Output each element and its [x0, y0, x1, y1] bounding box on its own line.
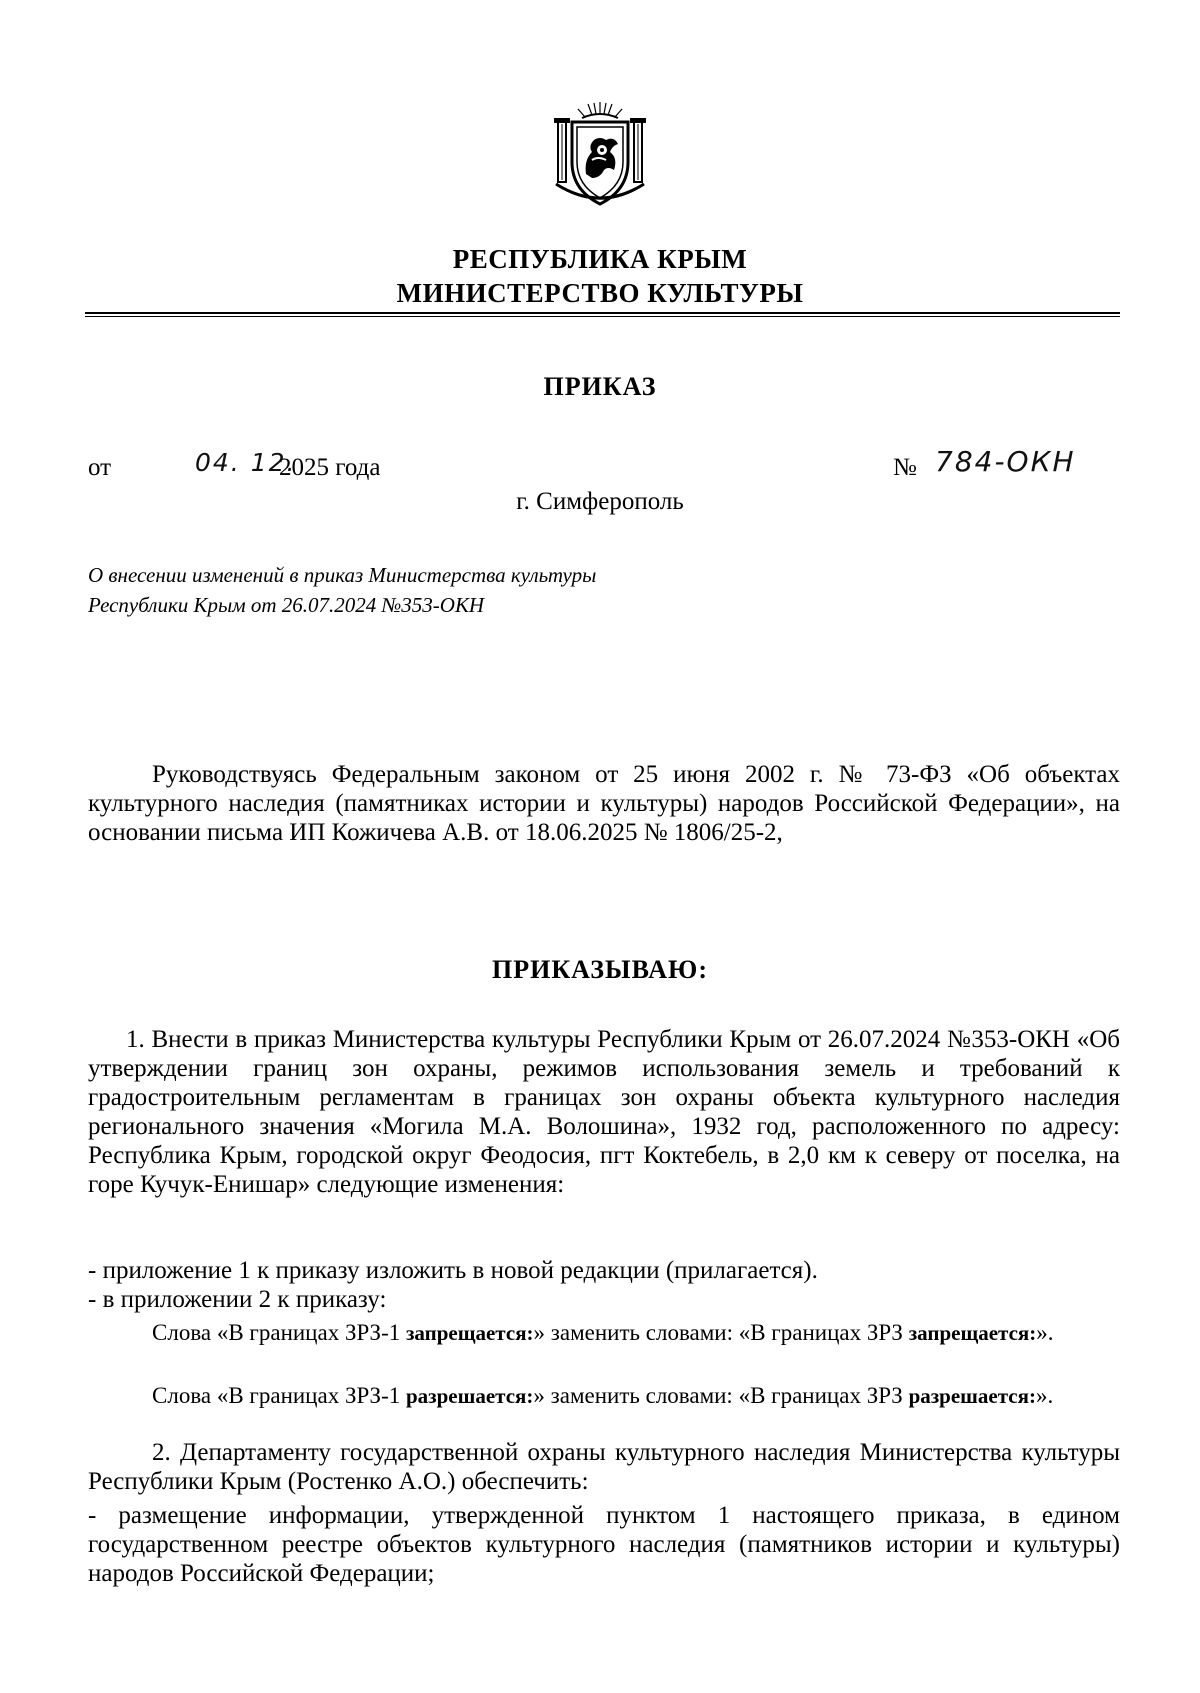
- replacement-text: ».: [1036, 1320, 1054, 1345]
- organization-line-republic: РЕСПУБЛИКА КРЫМ: [452, 244, 748, 274]
- coat-of-arms-emblem: [548, 100, 652, 210]
- item-1-dash-appendix-1: - приложение 1 к приказу изложить в новой редакции (прилагается).: [88, 1257, 818, 1284]
- replacement-text: Слова «В границах ЗРЗ-1: [152, 1383, 406, 1408]
- order-number-label: №: [893, 454, 917, 481]
- bold-term: разрешается:: [405, 1384, 534, 1408]
- coat-of-arms-icon: [548, 100, 652, 210]
- header-divider-thin: [85, 316, 1120, 317]
- replacement-text: ».: [1035, 1383, 1054, 1408]
- header-divider: [85, 312, 1120, 314]
- order-subject: [88, 560, 596, 620]
- handwritten-date: 04. 12.: [195, 448, 297, 477]
- replacement-text: » заменить словами: «В границах ЗРЗ: [533, 1320, 909, 1345]
- document-type-title: ПРИКАЗ: [543, 372, 657, 401]
- replacement-prohibited-paragraph: [88, 1318, 1120, 1348]
- city-line: г. Симферополь: [516, 488, 684, 515]
- replacement-text: » заменить словами: «В границах ЗРЗ: [533, 1383, 909, 1408]
- organization-line-ministry: МИНИСТЕРСТВО КУЛЬТУРЫ: [396, 278, 804, 308]
- bold-term: запрещается:: [908, 1321, 1037, 1345]
- bold-term: разрешается:: [908, 1384, 1036, 1408]
- bold-term: запрещается:: [405, 1321, 534, 1345]
- replacement-permitted-paragraph: [88, 1381, 1120, 1411]
- subject-line-1: О внесении изменений в приказ Министерства культуры: [88, 563, 597, 587]
- item-2-paragraph: 2. Департаменту государственной охраны культурного наследия Министерства культуры Республики Крым (Ростенко А.О.) обеспечить:: [88, 1439, 1120, 1495]
- replacement-text: Слова «В границах ЗРЗ-1: [152, 1320, 406, 1345]
- date-year: 2025 года: [279, 454, 381, 481]
- item-1-paragraph: 1. Внести в приказ Министерства культуры Республики Крым от 26.07.2024 №353-ОКН «Об утверждении границ зон охраны, режимов использования земель и требований к градостроительным регламентам в границах зон охраны объекта культурного наследия регионального значения «Могила М.А. Волошина», 1932 год, расположенного по адресу: Республика Крым, городской округ Феодосия, пгт Коктебель, в 2,0 км к северу от поселка, на горе Кучук-Енишар» следующие изменения:: [88, 1026, 1120, 1198]
- handwritten-order-number: 784-ОКН: [935, 445, 1076, 478]
- legal-basis-paragraph: Руководствуясь Федеральным законом от 25 июня 2002 г. № 73-ФЗ «Об объектах культурного наследия (памятниках истории и культуры) народов Российской Федерации», на основании письма ИП Кожичева А.В. от 18.06.2025 № 1806/25-2,: [88, 761, 1120, 846]
- order-heading: ПРИКАЗЫВАЮ:: [492, 955, 708, 984]
- item-2-dash-registry: - размещение информации, утвержденной пунктом 1 настоящего приказа, в едином государственном реестре объектов культурного наследия (памятников истории и культуры) народов Российской Федерации;: [88, 1502, 1120, 1587]
- item-1-dash-appendix-2: - в приложении 2 к приказу:: [88, 1286, 387, 1313]
- date-from-label: от: [88, 454, 112, 481]
- subject-line-2: Республики Крым от 26.07.2024 №353-ОКН: [88, 593, 485, 617]
